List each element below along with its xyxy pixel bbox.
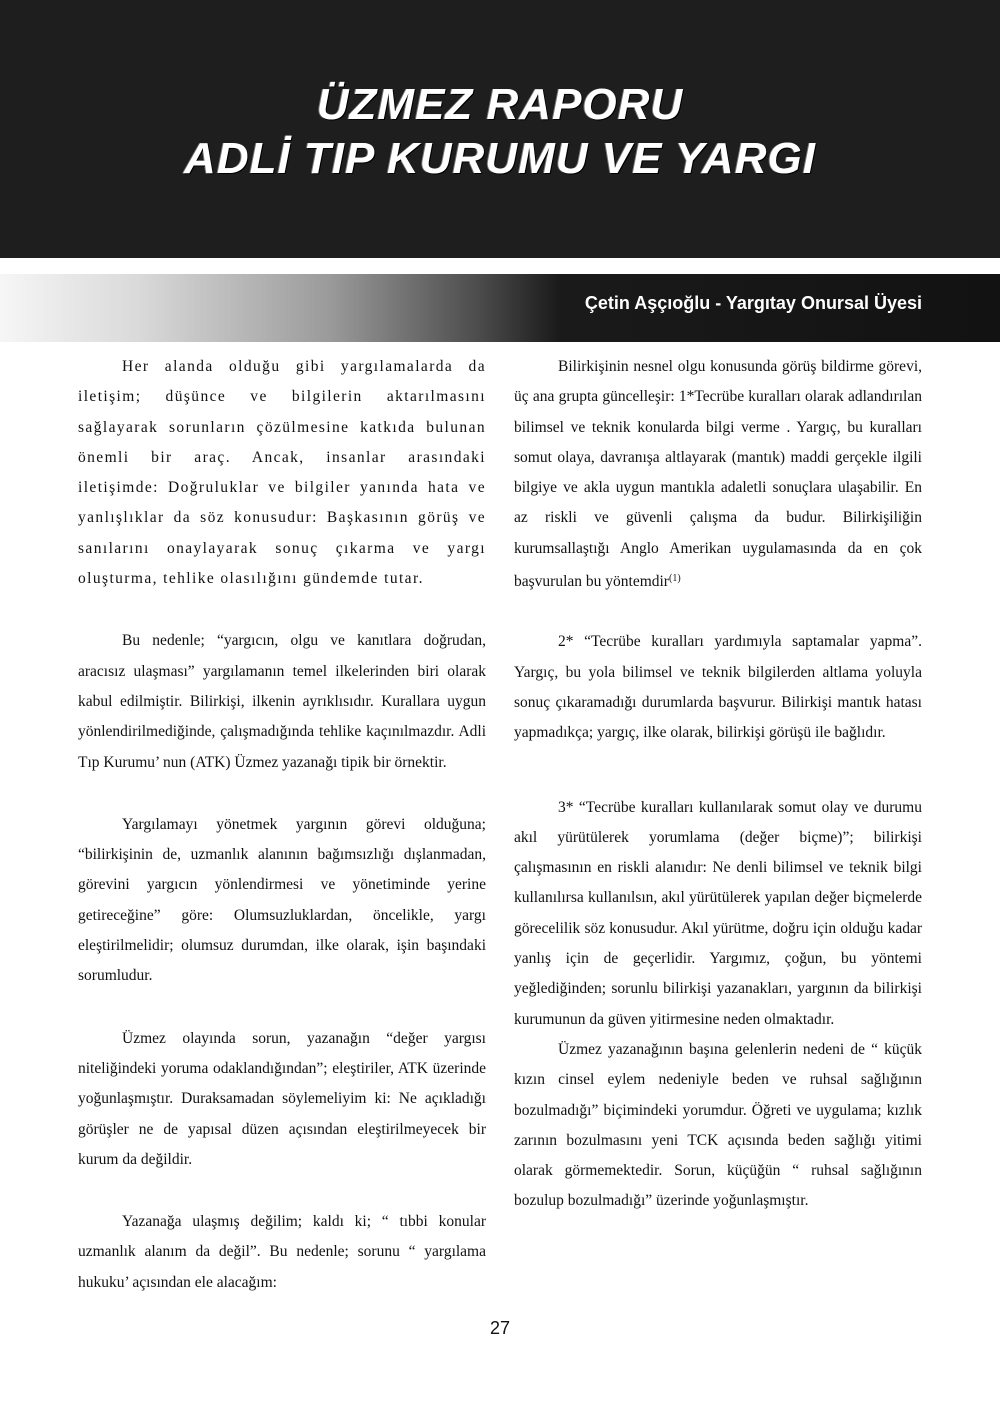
paragraph: 2* “Tecrübe kuralları yardımıyla saptamalar yapma”. Yargıç, bu yola bilimsel ve teknik bilgilerden altlama yoluyla sonuç çıkaramadığı durumlarda başvurur. Bilirkişi mantık hatası yapmadıkça; yargıç, ilke olarak, bilirkişi görüşü ile bağlıdır. — [514, 633, 922, 742]
page-number: 27 — [489, 1318, 511, 1338]
left-column — [78, 352, 486, 1298]
paragraph: 3* “Tecrübe kuralları kullanılarak somut olay ve durumu akıl yürütülerek yorumlama (değer biçme)”; bilirkişi çalışmasının en riskli alanıdır: Ne denli bilimsel ve teknik bilgi kullanılırsa kullanılsın, akıl yürütülerek yapılan değer biçmelerde görecelilik söz konusudur. Akıl yürütme, doğru için olduğu kadar yanlış için de geçerlidir. Yargımız, çoğun, bu yöntemi yeğlediğinden; sorunlu bilirkişi yazanakları, yargının da bilirkişi kurumunun da güven yitirmesine neden olmaktadır. — [514, 798, 922, 1028]
paragraph: Her alanda olduğu gibi yargılamalarda da iletişim; düşünce ve bilgilerin aktarılmasını sağlayarak sorunların çözülmesine katkıda bulunan önemli bir araç. Ancak, insanlar arasındaki iletişimde: Doğruluklar ve bilgiler yanında hata ve yanlışlıklar da söz konusudur: Başkasının görüş ve sanılarını onaylayarak sonuç çıkarma ve yargı oluşturma, tehlike olasılığını gündemde tutar. — [78, 358, 486, 588]
paragraph — [514, 352, 922, 597]
paragraph-text: Bilirkişinin nesnel olgu konusunda görüş bildirme görevi, üç ana grupta güncelleşir: 1*Tecrübe kuralları olarak adlandırılan bilimsel ve teknik konularda bilgi verme . Yargıç, bu kuralları somut olaya, davranışa altlayarak (mantık) maddi gerçekle ilgili bilgiye ve akla uygun mantıkla adaletli sonuçlara ulaşabilir. En az riskli ve güvenli çalışma da budur. Bilirkişiliğin kurumsallaştığı Anglo Amerikan uygulamasında da en çok başvurulan bu yöntemdir — [514, 358, 922, 591]
paragraph: Üzmez olayında sorun, yazanağın “değer yargısı niteliğindeki yoruma odaklandığından”; eleştiriler, ATK üzerinde yoğunlaşmıştır. Duraksamadan söylemeliyim ki: Ne açıkladığı görüşler ne de yapısal düzen açısından eleştirilmeyecek bir kurum da değildir. — [78, 1029, 486, 1168]
paragraph: Bu nedenle; “yargıcın, olgu ve kanıtlara doğrudan, aracısız ulaşması” yargılamanın temel ilkelerinden biri olarak kabul edilmiştir. Bilirkişi, ilkenin ayrıklısıdır. Kurallara uygun yönlendirilmediğinde, çalışmadığında tehlike kaçınılmazdır. Adli Tıp Kurumu’ nun (ATK) Üzmez yazanağı tipik bir örnektir. — [78, 632, 486, 771]
paragraph: Üzmez yazanağının başına gelenlerin nedeni de “ küçük kızın cinsel eylem nedeniyle beden ve ruhsal sağlığının bozulmadığı” biçimindeki yorumdur. Öğreti ve uygulama; kızlık zarının bozulmasını yeni TCK açısında beden sağlığı yitimi olarak görmemektedir. Sorun, küçüğün “ ruhsal sağlığının bozulup bozulmadığı” üzerinde yoğunlaşmıştır. — [514, 1040, 922, 1210]
footnote-reference: (1) — [668, 573, 681, 585]
header-banner — [0, 0, 1000, 258]
author-byline: Çetin Aşçıoğlu - Yargıtay Onursal Üyesi — [584, 293, 922, 313]
paragraph: Yargılamayı yönetmek yargının görevi olduğuna; “bilirkişinin de, uzmanlık alanının bağımsızlığı dışlanmadan, görevini yargıcın yönlendirmesi ve yönetiminde yerine getireceğine” göre: Olumsuzluklardan, öncelikle, yargı eleştirilmelidir; olumsuz durumdan, ilke olarak, işin başındaki sorumludur. — [78, 815, 486, 985]
paragraph: Yazanağa ulaşmış değilim; kaldı ki; “ tıbbi konular uzmanlık alanım da değil”. Bu nedenle; sorunu “ yargılama hukuku’ açısından ele alacağım: — [78, 1213, 486, 1291]
title-line-1: ÜZMEZ RAPORU — [316, 80, 684, 129]
right-column — [514, 352, 922, 1217]
title-line-2: ADLİ TIP KURUMU VE YARGI — [184, 134, 816, 183]
